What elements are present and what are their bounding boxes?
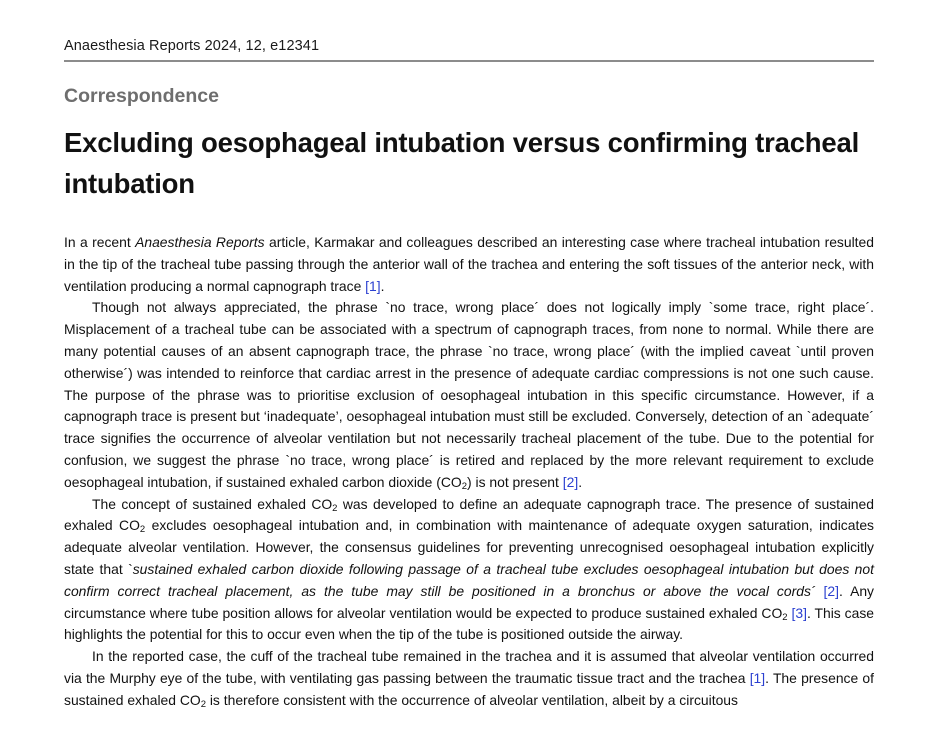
article-body: [64, 232, 874, 712]
header-divider: [64, 60, 874, 62]
text-run: article, Karmakar and colleagues described an interesting case where tracheal intubation resulted in the tip of the tracheal tube passing through the anterior wall of the trachea and entering the soft tissues of the anterior neck, with ventilation producing a normal capnograph trace: [64, 234, 874, 294]
text-run: ) is not present: [467, 473, 563, 490]
text-run: In the reported case, the cuff of the tracheal tube remained in the trachea and it is assumed that alveolar ventilation occurred via the Murphy eye of the tube, with ventilating gas passing between the traumatic tissue tract and the trachea: [64, 648, 874, 686]
subscript: 2: [782, 611, 788, 623]
citation-link-1[interactable]: [1]: [365, 277, 381, 294]
subscript: 2: [461, 480, 467, 492]
citation-link-2[interactable]: [2]: [823, 582, 839, 599]
text-run: .: [578, 473, 583, 490]
paragraph-4: [64, 646, 874, 711]
citation-link-3[interactable]: [3]: [791, 604, 807, 621]
section-label: Correspondence: [64, 85, 219, 107]
paragraph-2: [64, 297, 874, 493]
text-run: The concept of sustained exhaled CO: [92, 495, 333, 512]
subscript: 2: [332, 502, 338, 514]
journal-header: Anaesthesia Reports 2024, 12, e12341: [64, 38, 320, 54]
article-title: Excluding oesophageal intubation versus confirming tracheal intubation: [64, 127, 860, 199]
text-run: [816, 583, 824, 599]
text-run: . Any circumstance where tube position allows for alveolar ventilation would be expected to produce sustained exhaled CO: [64, 582, 875, 621]
subscript: 2: [139, 524, 146, 536]
text-run: is therefore consistent with the occurrence of alveolar ventilation, albeit by a circuitous: [205, 691, 738, 708]
text-run: was developed to define an adequate capnograph trace. The presence of sustained exhaled CO: [64, 495, 874, 534]
paragraph-1: [64, 232, 874, 297]
text-run: Though not always appreciated, the phrase `no trace, wrong place´ does not logically imply `some trace, right place´. Misplacement of a tracheal tube can be associated with a spectrum of capnograph traces, from none to normal. While there are many potential causes of an absent capnograph trace, the phrase `no trace, wrong place´ (with the implied caveat `until proven otherwise´) was intended to reinforce that cardiac arrest in the presence of adequate cardiac compressions is not one such cause. The purpose of the phrase was to prioritise exclusion of oesophageal intubation in this specific circumstance. However, if a capnograph trace is present but ‘inadequate’, oesophageal intubation must still be excluded. Conversely, detection of an `adequate´ trace signifies the occurrence of alveolar ventilation but not necessarily tracheal placement of the tube. Due to the potential for confusion, we suggest the phrase `no trace, wrong place´ is retired and replaced by the more relevant requirement to exclude oesophageal intubation, if sustained exhaled carbon dioxide (CO: [64, 299, 874, 490]
citation-link-2[interactable]: [2]: [562, 473, 579, 490]
text-run: .: [380, 277, 385, 294]
guideline-quote: sustained exhaled carbon dioxide following passage of a tracheal tube excludes oesophageal intubation but does not confirm correct tracheal placement, as the tube may still be positioned in a bronchus or above the vocal cords´: [64, 560, 874, 599]
journal-name: Anaesthesia Reports: [135, 234, 265, 250]
citation-link-1[interactable]: [1]: [749, 669, 766, 686]
text-run: excludes oesophageal intubation and, in combination with maintenance of adequate oxygen saturation, indicates adequate alveolar ventilation. However, the consensus guidelines for preventing unrecognised oesophageal intubation explicitly state that `: [64, 517, 875, 577]
text-run: In a recent: [64, 234, 136, 250]
text-run: . The presence of sustained exhaled CO: [64, 669, 874, 708]
text-run: . This case highlights the potential for this to occur even when the tip of the tube is positioned outside the airway.: [64, 604, 875, 643]
subscript: 2: [200, 698, 206, 710]
paragraph-3: [64, 494, 874, 647]
